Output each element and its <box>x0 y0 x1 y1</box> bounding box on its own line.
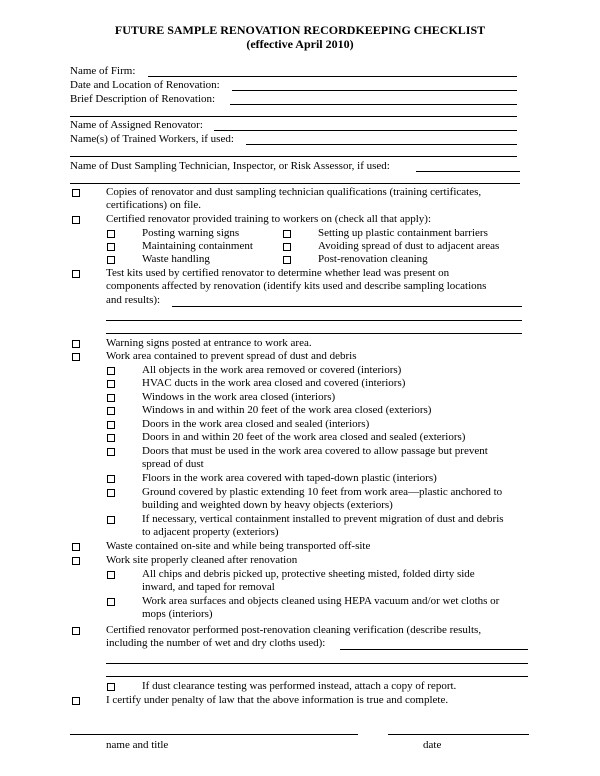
checkbox-clearance-testing[interactable] <box>107 683 115 691</box>
item-qualifications-line-1: Copies of renovator and dust sampling technician qualifications (training certificates, <box>106 186 482 198</box>
trained-workers-field-line-2[interactable] <box>70 156 517 157</box>
checkbox-doors-sealed[interactable] <box>107 421 115 429</box>
assigned-renovator-label: Name of Assigned Renovator: <box>70 119 203 131</box>
checkbox-hvac[interactable] <box>107 380 115 388</box>
containment-doors-covered-line-2: spread of dust <box>142 458 204 470</box>
cleaning-surfaces-line-2: mops (interiors) <box>142 608 213 620</box>
dust-technician-label: Name of Dust Sampling Technician, Inspector, or Risk Assessor, if used: <box>70 160 390 172</box>
date-label: date <box>423 739 442 751</box>
option-posting-signs: Posting warning signs <box>142 227 240 239</box>
firm-label: Name of Firm: <box>70 65 136 77</box>
item-work-area-contained: Work area contained to prevent spread of dust and debris <box>106 350 357 362</box>
checkbox-work-area-contained[interactable] <box>72 353 80 361</box>
checkbox-qualifications[interactable] <box>72 189 80 197</box>
checkbox-windows-closed[interactable] <box>107 394 115 402</box>
brief-description-field[interactable] <box>230 104 517 105</box>
checkbox-verification[interactable] <box>72 627 80 635</box>
containment-doors-covered-line-1: Doors that must be used in the work area covered to allow passage but prevent <box>142 445 488 457</box>
checkbox-chips-debris[interactable] <box>107 571 115 579</box>
containment-doors-sealed: Doors in the work area closed and sealed (interiors) <box>142 418 370 430</box>
checkbox-objects-removed[interactable] <box>107 367 115 375</box>
item-test-kits-line-1: Test kits used by certified renovator to determine whether lead was present on <box>106 267 450 279</box>
checkbox-windows-20ft[interactable] <box>107 407 115 415</box>
cleaning-surfaces-line-1: Work area surfaces and objects cleaned using HEPA vacuum and/or wet cloths or <box>142 595 500 607</box>
trained-workers-field[interactable] <box>246 144 517 145</box>
containment-vertical-line-1: If necessary, vertical containment installed to prevent migration of dust and debris <box>142 513 504 525</box>
option-post-cleaning: Post-renovation cleaning <box>318 253 428 265</box>
containment-ground-line-1: Ground covered by plastic extending 10 feet from work area—plastic anchored to <box>142 486 503 498</box>
name-title-label: name and title <box>106 739 169 751</box>
checkbox-post-cleaning[interactable] <box>283 256 291 264</box>
checkbox-maintaining[interactable] <box>107 243 115 251</box>
date-location-field[interactable] <box>232 90 517 91</box>
date-location-label: Date and Location of Renovation: <box>70 79 220 91</box>
brief-description-field-line-2[interactable] <box>70 116 517 117</box>
name-title-signature-line[interactable] <box>70 734 358 735</box>
checkbox-posting-signs[interactable] <box>107 230 115 238</box>
option-plastic-barriers: Setting up plastic containment barriers <box>318 227 488 239</box>
item-test-kits-line-3: and results): <box>106 294 161 306</box>
checkbox-certify[interactable] <box>72 697 80 705</box>
date-signature-line[interactable] <box>388 734 529 735</box>
checkbox-waste-handling[interactable] <box>107 256 115 264</box>
item-certify: I certify under penalty of law that the above information is true and complete. <box>106 694 449 706</box>
checkbox-floors[interactable] <box>107 475 115 483</box>
containment-doors-20ft: Doors in and within 20 feet of the work area closed and sealed (exteriors) <box>142 431 466 443</box>
option-avoiding-spread: Avoiding spread of dust to adjacent areas <box>318 240 500 252</box>
item-waste-contained: Waste contained on-site and while being transported off-site <box>106 540 371 552</box>
option-maintaining: Maintaining containment <box>142 240 253 252</box>
test-kits-field[interactable] <box>172 306 522 307</box>
option-waste-handling: Waste handling <box>142 253 210 265</box>
item-clearance-testing: If dust clearance testing was performed instead, attach a copy of report. <box>142 680 457 692</box>
test-kits-field-line-3[interactable] <box>106 333 522 334</box>
firm-field[interactable] <box>148 76 517 77</box>
containment-hvac: HVAC ducts in the work area closed and covered (interiors) <box>142 377 406 389</box>
checkbox-warning-signs[interactable] <box>72 340 80 348</box>
item-verification-line-1: Certified renovator performed post-renovation cleaning verification (describe results, <box>106 624 482 636</box>
containment-floors: Floors in the work area covered with taped-down plastic (interiors) <box>142 472 437 484</box>
cleaning-chips-line-2: inward, and taped for removal <box>142 581 275 593</box>
checkbox-avoiding-spread[interactable] <box>283 243 291 251</box>
trained-workers-label: Name(s) of Trained Workers, if used: <box>70 133 234 145</box>
item-work-site-cleaned: Work site properly cleaned after renovation <box>106 554 298 566</box>
checkbox-training[interactable] <box>72 216 80 224</box>
test-kits-field-line-2[interactable] <box>106 320 522 321</box>
containment-ground-line-2: building and weighted down by heavy objects (exteriors) <box>142 499 393 511</box>
checkbox-plastic-barriers[interactable] <box>283 230 291 238</box>
item-training: Certified renovator provided training to workers on (check all that apply): <box>106 213 432 225</box>
item-warning-signs: Warning signs posted at entrance to work area. <box>106 337 312 349</box>
checkbox-doors-covered[interactable] <box>107 448 115 456</box>
verification-field-line-3[interactable] <box>106 676 528 677</box>
containment-windows-closed: Windows in the work area closed (interiors) <box>142 391 336 403</box>
checkbox-work-site-cleaned[interactable] <box>72 557 80 565</box>
assigned-renovator-field[interactable] <box>214 130 517 131</box>
item-qualifications-line-2: certifications) on file. <box>106 199 201 211</box>
page-subtitle: (effective April 2010) <box>246 37 354 51</box>
brief-description-label: Brief Description of Renovation: <box>70 93 216 105</box>
verification-field-line-2[interactable] <box>106 663 528 664</box>
containment-vertical-line-2: to adjacent property (exteriors) <box>142 526 279 538</box>
checkbox-waste-contained[interactable] <box>72 543 80 551</box>
item-verification-line-2: including the number of wet and dry cloths used): <box>106 637 326 649</box>
containment-objects-removed: All objects in the work area removed or covered (interiors) <box>142 364 402 376</box>
dust-technician-field[interactable] <box>416 171 520 172</box>
containment-windows-20ft: Windows in and within 20 feet of the work area closed (exteriors) <box>142 404 432 416</box>
checkbox-vertical-containment[interactable] <box>107 516 115 524</box>
checkbox-doors-20ft[interactable] <box>107 434 115 442</box>
checkbox-ground[interactable] <box>107 489 115 497</box>
cleaning-chips-line-1: All chips and debris picked up, protective sheeting misted, folded dirty side <box>142 568 475 580</box>
page-title: FUTURE SAMPLE RENOVATION RECORDKEEPING CHECKLIST <box>114 23 486 37</box>
verification-field[interactable] <box>340 649 528 650</box>
dust-technician-field-line-2[interactable] <box>70 183 520 184</box>
checkbox-surfaces-cleaned[interactable] <box>107 598 115 606</box>
checkbox-test-kits[interactable] <box>72 270 80 278</box>
item-test-kits-line-2: components affected by renovation (identify kits used and describe sampling locations <box>106 280 487 292</box>
